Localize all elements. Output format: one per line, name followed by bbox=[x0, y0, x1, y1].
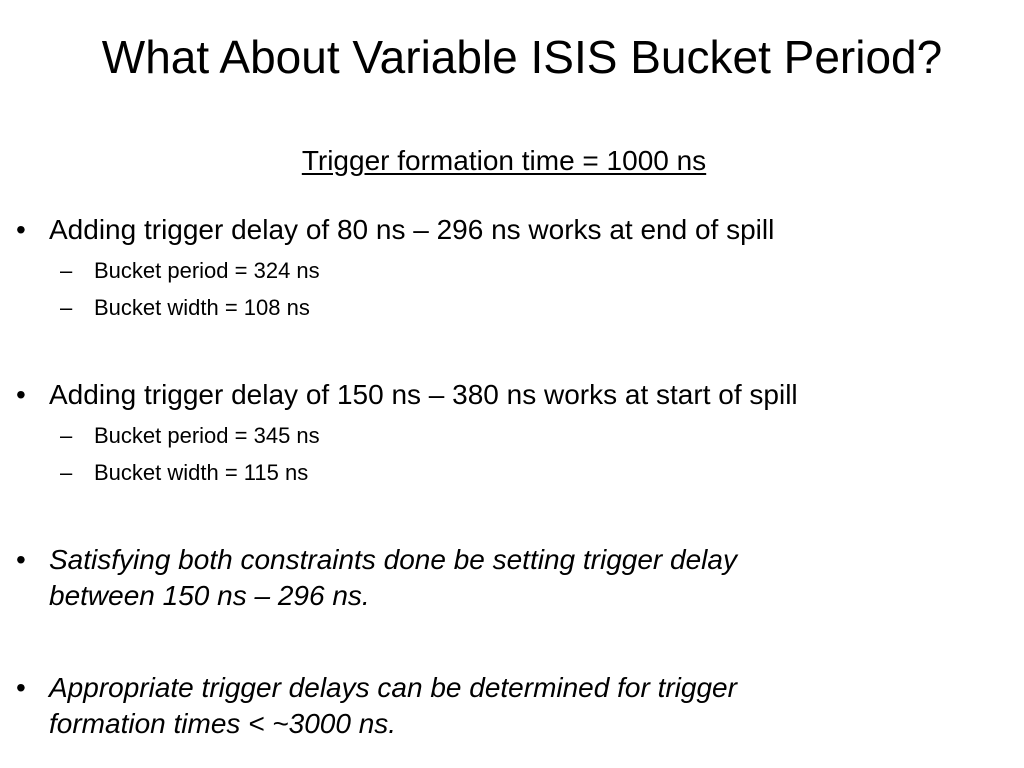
slide-subtitle: Trigger formation time = 1000 ns bbox=[301, 145, 707, 176]
bullet-item-2 bbox=[16, 377, 798, 413]
sub-mark: – bbox=[60, 460, 73, 485]
bullet-item-3 bbox=[16, 542, 737, 614]
sub-text: Bucket width = 115 ns bbox=[94, 460, 309, 485]
sub-item-bucket-width-1 bbox=[60, 294, 310, 322]
sub-text: Bucket width = 108 ns bbox=[94, 295, 310, 320]
bullet-mark: • bbox=[16, 214, 26, 245]
bullet-text-line-1: Satisfying both constraints done be setting trigger delay bbox=[49, 544, 737, 575]
bullet-text-line-2: formation times < ~3000 ns. bbox=[49, 708, 397, 739]
bullet-mark: • bbox=[16, 379, 26, 410]
slide-title: What About Variable ISIS Bucket Period? bbox=[101, 31, 943, 83]
sub-text: Bucket period = 345 ns bbox=[94, 423, 320, 448]
bullet-item-4 bbox=[16, 670, 737, 742]
bullet-text: Adding trigger delay of 80 ns – 296 ns works at end of spill bbox=[49, 214, 775, 245]
sub-item-bucket-period-2 bbox=[60, 422, 320, 450]
bullet-mark: • bbox=[16, 672, 26, 703]
sub-text: Bucket period = 324 ns bbox=[94, 258, 320, 283]
sub-item-bucket-period-1 bbox=[60, 257, 320, 285]
bullet-item-1 bbox=[16, 212, 775, 248]
sub-mark: – bbox=[60, 295, 73, 320]
bullet-mark: • bbox=[16, 544, 26, 575]
sub-item-bucket-width-2 bbox=[60, 459, 309, 487]
bullet-text-line-1: Appropriate trigger delays can be determined for trigger bbox=[49, 672, 737, 703]
bullet-text-line-2: between 150 ns – 296 ns. bbox=[49, 580, 370, 611]
bullet-text: Adding trigger delay of 150 ns – 380 ns works at start of spill bbox=[49, 379, 798, 410]
sub-mark: – bbox=[60, 258, 73, 283]
sub-mark: – bbox=[60, 423, 73, 448]
